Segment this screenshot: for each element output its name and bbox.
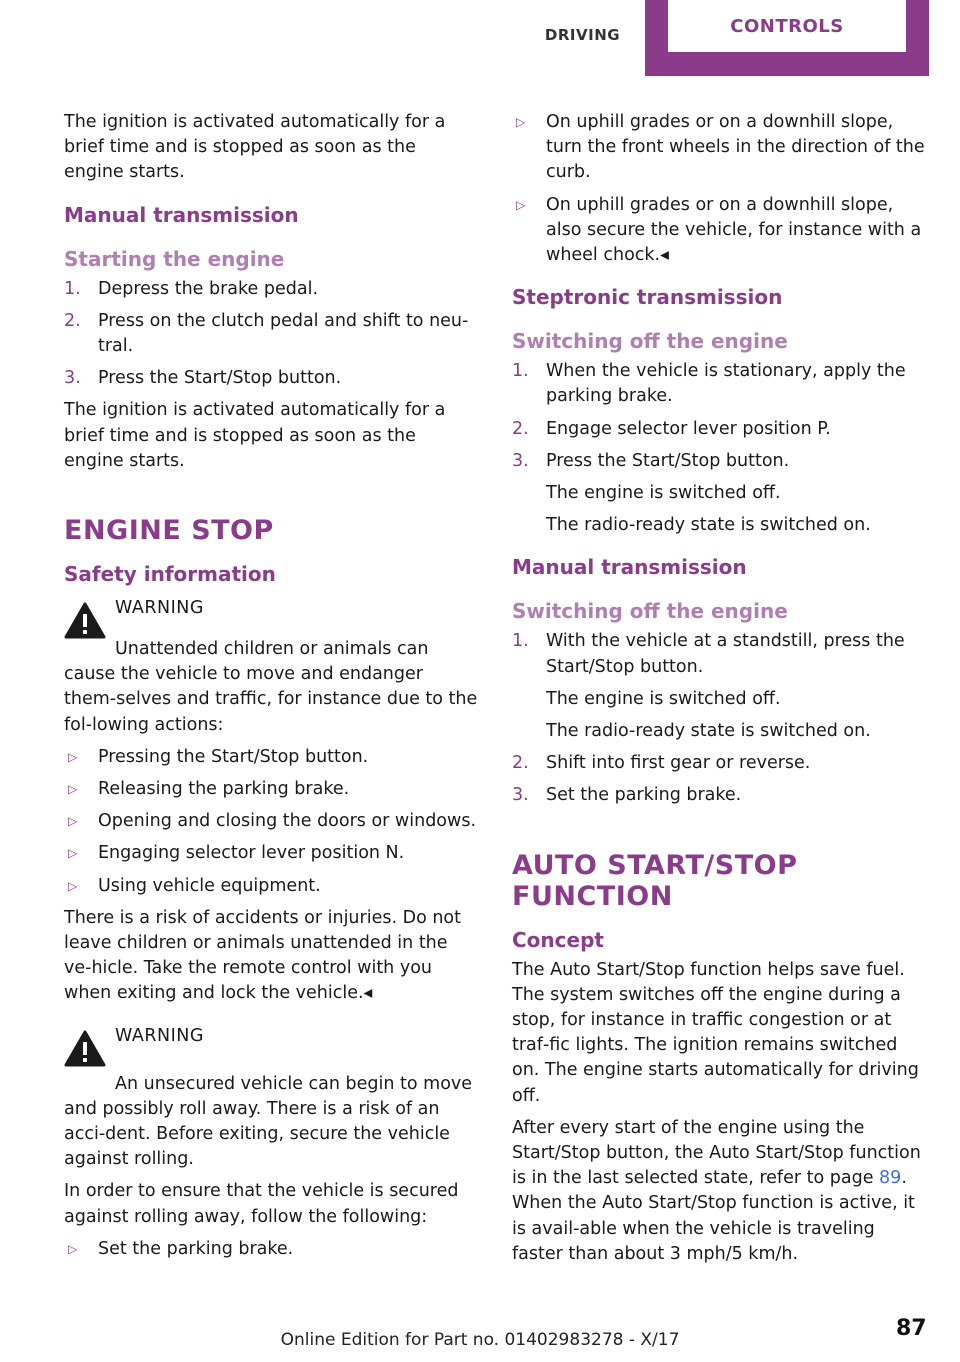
- paragraph: The ignition is activated automatically for a brief time and is stopped as soon as the engine starts.: [64, 112, 446, 183]
- page-reference-link[interactable]: 89: [879, 1168, 902, 1189]
- start-steps-list: [64, 277, 480, 392]
- heading-engine-stop: ENGINE STOP: [64, 515, 274, 547]
- warning-label: WARNING: [115, 1025, 204, 1046]
- list-item: [512, 629, 928, 744]
- paragraph: The ignition is activated automatically for a brief time and is stopped as soon as the engine starts.: [64, 400, 446, 471]
- step-text: Press on the clutch pedal and shift to neu‐tral.: [98, 310, 469, 357]
- warning-text: Unattended children or animals can cause the vehicle to move and endanger them‐selves and traffic, for instance due to the fol‐lowing actions:: [64, 639, 478, 735]
- left-column: [64, 110, 480, 1269]
- manual-steps-list: [512, 629, 928, 808]
- step-text: When the vehicle is stationary, apply the parking brake.: [546, 361, 906, 407]
- step-text: Press the Start/Stop button.: [546, 450, 790, 471]
- bullet-text: Set the parking brake.: [98, 1238, 294, 1259]
- bullet-text: On uphill grades or on a downhill slope, also secure the vehicle, for instance with a wheel chock.◂: [546, 194, 922, 266]
- heading-switching-off-engine: Switching off the engine: [512, 329, 788, 354]
- bullet-text: On uphill grades or on a downhill slope, turn the front wheels in the direction of the curb.: [546, 112, 925, 183]
- bullet-triangle-icon: ▷: [68, 878, 78, 893]
- bullet-triangle-icon: ▷: [68, 814, 78, 829]
- right-column: [512, 110, 928, 1274]
- list-item: [512, 193, 928, 269]
- list-item: [64, 1237, 480, 1262]
- list-item: [512, 110, 928, 186]
- bullet-triangle-icon: ▷: [68, 1241, 78, 1256]
- list-item: [64, 874, 480, 899]
- heading-manual-transmission: Manual transmission: [64, 202, 299, 227]
- step-text: Press the Start/Stop button.: [98, 368, 342, 389]
- list-item: [64, 745, 480, 770]
- bullet-text: Using vehicle equipment.: [98, 875, 321, 896]
- list-item: [512, 783, 928, 808]
- warning-bullets: [64, 745, 480, 899]
- bullet-text: Opening and closing the doors or windows.: [98, 811, 477, 832]
- bullet-text: Engaging selector lever position N.: [98, 843, 405, 864]
- step-number: 1.: [512, 631, 529, 652]
- chapter-tab: [645, 0, 929, 76]
- step-number: 2.: [512, 753, 529, 774]
- step-note: The radio-ready state is switched on.: [546, 515, 871, 536]
- warning-label: WARNING: [115, 598, 204, 619]
- step-number: 1.: [512, 361, 529, 382]
- list-item: [64, 309, 480, 359]
- list-item: [512, 751, 928, 776]
- list-item: [512, 417, 928, 442]
- warning-triangle-icon: [64, 1024, 115, 1072]
- heading-auto-start-stop: AUTO START/STOP FUNCTION: [512, 849, 798, 912]
- bullet-triangle-icon: ▷: [516, 115, 526, 129]
- step-text: Shift into first gear or reverse.: [546, 753, 811, 774]
- paragraph: In order to ensure that the vehicle is secured against rolling away, follow the following:: [64, 1181, 459, 1227]
- step-note: The radio-ready state is switched on.: [546, 721, 871, 742]
- bullet-triangle-icon: ▷: [68, 749, 78, 764]
- list-item: [64, 809, 480, 834]
- page-number: 87: [896, 1316, 927, 1341]
- heading-steptronic-transmission: Steptronic transmission: [512, 285, 783, 310]
- bullet-triangle-icon: ▷: [68, 782, 78, 797]
- warning-triangle-icon: [64, 596, 115, 644]
- heading-starting-engine: Starting the engine: [64, 246, 285, 271]
- heading-manual-transmission: Manual transmission: [512, 555, 747, 580]
- paragraph: The Auto Start/Stop function helps save fuel. The system switches off the engine during a stop, for instance in traffic congestion or at traf‐fic lights. The ignition remains switched on. The engine starts automatically for driving off.: [512, 959, 919, 1106]
- paragraph-text: . When the Auto Start/Stop function is active, it is avail‐able when the vehicle is traveling faster than about 3 mph/5 km/h.: [512, 1168, 915, 1264]
- step-text: With the vehicle at a standstill, press the Start/Stop button.: [546, 631, 905, 677]
- step-number: 3.: [64, 368, 81, 389]
- step-note: The engine is switched off.: [546, 688, 781, 709]
- list-item: [512, 359, 928, 409]
- heading-concept: Concept: [512, 927, 604, 952]
- paragraph: There is a risk of accidents or injuries. Do not leave children or animals unattended in the ve‐hicle. Take the remote control with you when exiting and lock the vehicle.◂: [64, 907, 461, 1004]
- step-number: 3.: [512, 785, 529, 806]
- heading-safety-information: Safety information: [64, 562, 276, 587]
- step-note: The engine is switched off.: [546, 483, 781, 504]
- paragraph-text: After every start of the engine using the Start/Stop button, the Auto Start/Stop function is in the last selected state, refer to page: [512, 1117, 921, 1189]
- paragraph: [512, 1116, 928, 1267]
- list-item: [64, 366, 480, 391]
- heading-switching-off-engine: Switching off the engine: [512, 599, 788, 624]
- step-text: Set the parking brake.: [546, 785, 742, 806]
- step-text: Depress the brake pedal.: [98, 278, 319, 299]
- warning-block: [64, 1024, 480, 1072]
- bullet-text: Pressing the Start/Stop button.: [98, 746, 369, 767]
- list-item: [64, 841, 480, 866]
- step-number: 3.: [512, 450, 529, 471]
- warning-bullets: [64, 1237, 480, 1262]
- step-number: 1.: [64, 278, 81, 299]
- bullet-triangle-icon: ▷: [516, 197, 526, 212]
- continued-bullets: [512, 110, 928, 268]
- bullet-text: Releasing the parking brake.: [98, 779, 350, 800]
- list-item: [64, 277, 480, 302]
- step-text: Engage selector lever position P.: [546, 418, 831, 439]
- list-item: [512, 449, 928, 539]
- chapter-tab-label: CONTROLS: [668, 0, 906, 52]
- step-number: 2.: [64, 310, 81, 331]
- warning-text: An unsecured vehicle can begin to move and possibly roll away. There is a risk of an acci‐dent. Before exiting, secure the vehicle against rolling.: [64, 1073, 473, 1170]
- list-item: [64, 777, 480, 802]
- section-label: DRIVING: [544, 26, 621, 44]
- step-number: 2.: [512, 418, 529, 439]
- bullet-triangle-icon: ▷: [68, 846, 78, 861]
- steptronic-steps-list: [512, 359, 928, 538]
- footer-edition: Online Edition for Part no. 01402983278 - X/17: [280, 1330, 680, 1350]
